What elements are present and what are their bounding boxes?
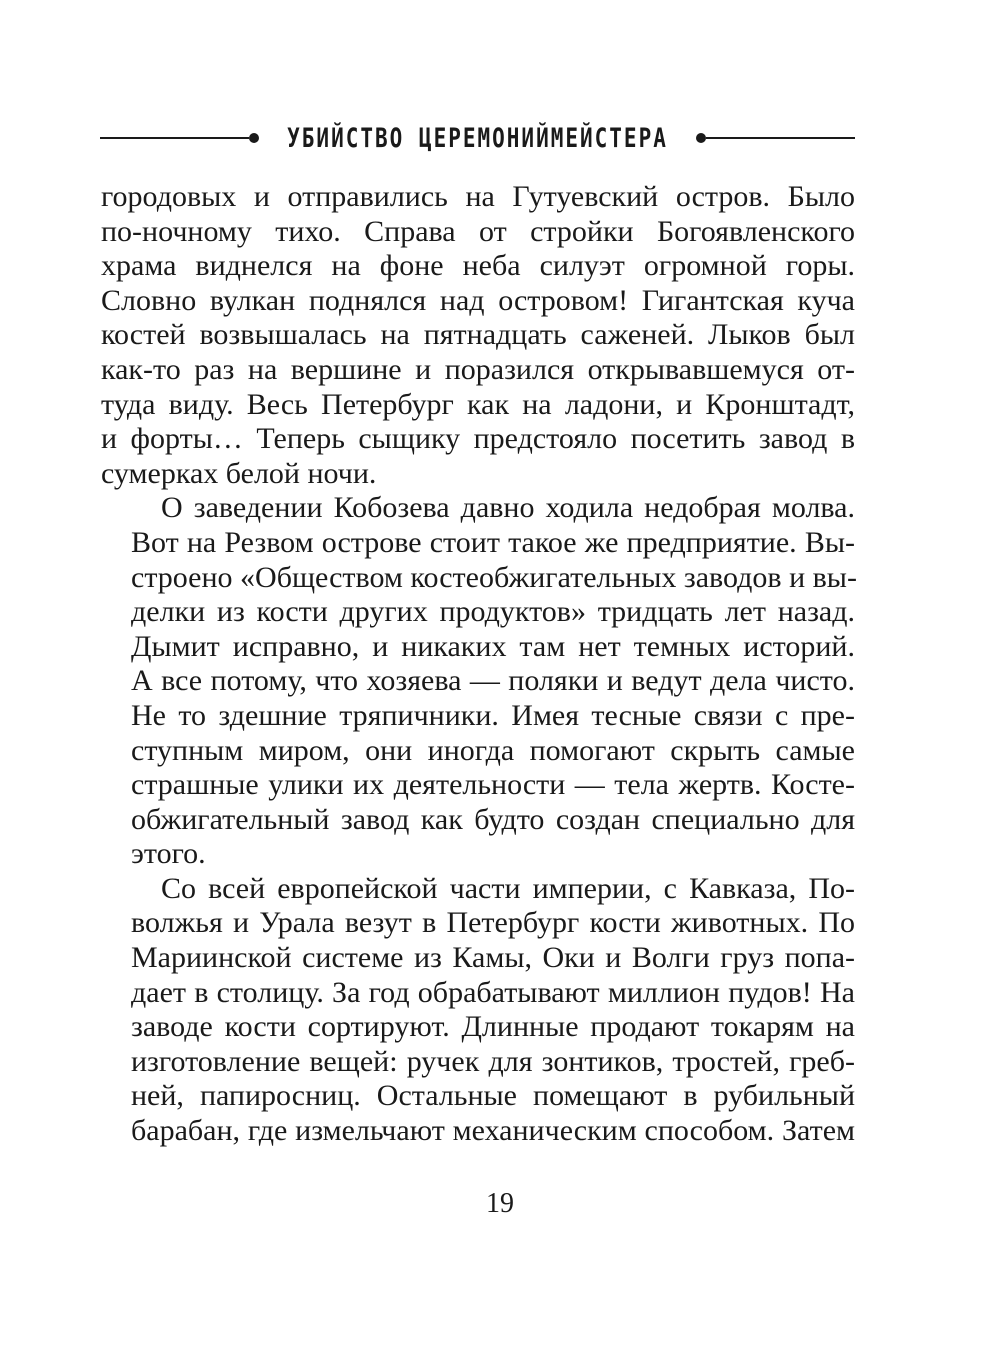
text-line: Словно вулкан поднялся над островом! Гигантская куча [101,283,855,317]
text-line: волжья и Урала везут в Петербург кости животных. По [131,906,855,940]
text-line: храма виднелся на фоне неба силуэт огромной горы. [101,249,855,283]
text-line: городовых и отправились на Гутуевский остров. Было [101,180,855,213]
text-line: страшные улики их деятельности — тела жертв. Косте- [131,768,855,802]
text-line: этого. [131,837,206,871]
paragraph-3 [101,872,855,1149]
text-line: изготовление вещей: ручек для зонтиков, тростей, греб- [131,1044,855,1078]
text-line: и форты… Теперь сыщику предстояло посетить завод в [101,422,855,456]
running-head-title: УБИЙСТВО ЦЕРЕМОНИЙМЕЙСТЕРА [287,123,668,153]
body-text [101,180,855,1149]
text-line: строено «Обществом костеобжигательных заводов и вы- [131,560,857,594]
running-head [100,122,855,154]
right-rule [706,137,855,139]
paragraph-1 [101,180,855,491]
left-dot-ornament [249,133,259,143]
text-line: заводе кости сортируют. Длинные продают токарям на [131,1010,855,1044]
text-line: как-то раз на вершине и поразился открывавшемуся от- [101,352,855,386]
text-line: Мариинской системе из Камы, Оки и Волги груз попа- [131,941,855,975]
text-line: делки из кости других продуктов» тридцать лет назад. [131,595,855,629]
text-line: Дымит исправно, и никаких там нет темных историй. [131,629,855,663]
text-line: Не то здешние тряпичники. Имея тесные связи с пре- [131,698,855,732]
text-line: ней, папиросниц. Остальные помещают в рубильный [131,1079,855,1113]
right-dot-ornament [696,133,706,143]
page-number: 19 [486,1188,514,1219]
text-line: барабан, где измельчают механическим способом. Затем [131,1114,855,1148]
left-rule [100,137,249,139]
text-line: А все потому, что хозяева — поляки и ведут дела чисто. [131,664,855,698]
text-line: туда виду. Весь Петербург как на ладони, и Кронштадт, [101,387,855,421]
text-line: костей возвышалась на пятнадцать саженей. Лыков был [101,318,855,352]
paragraph-2 [101,491,855,872]
text-line: сумерках белой ночи. [101,456,377,490]
text-line: Вот на Резвом острове стоит такое же предприятие. Вы- [131,525,855,559]
text-line: ступным миром, они иногда помогают скрыть самые [131,733,855,767]
text-line: по-ночному тихо. Справа от стройки Богоявленского [101,214,855,248]
text-line: дает в столицу. За год обрабатывают миллион пудов! На [131,975,855,1009]
text-line: О заведении Кобозева давно ходила недобрая молва. [161,491,855,525]
text-line: Со всей европейской части империи, с Кавказа, По- [161,871,855,905]
text-line: обжигательный завод как будто создан специально для [131,802,855,836]
